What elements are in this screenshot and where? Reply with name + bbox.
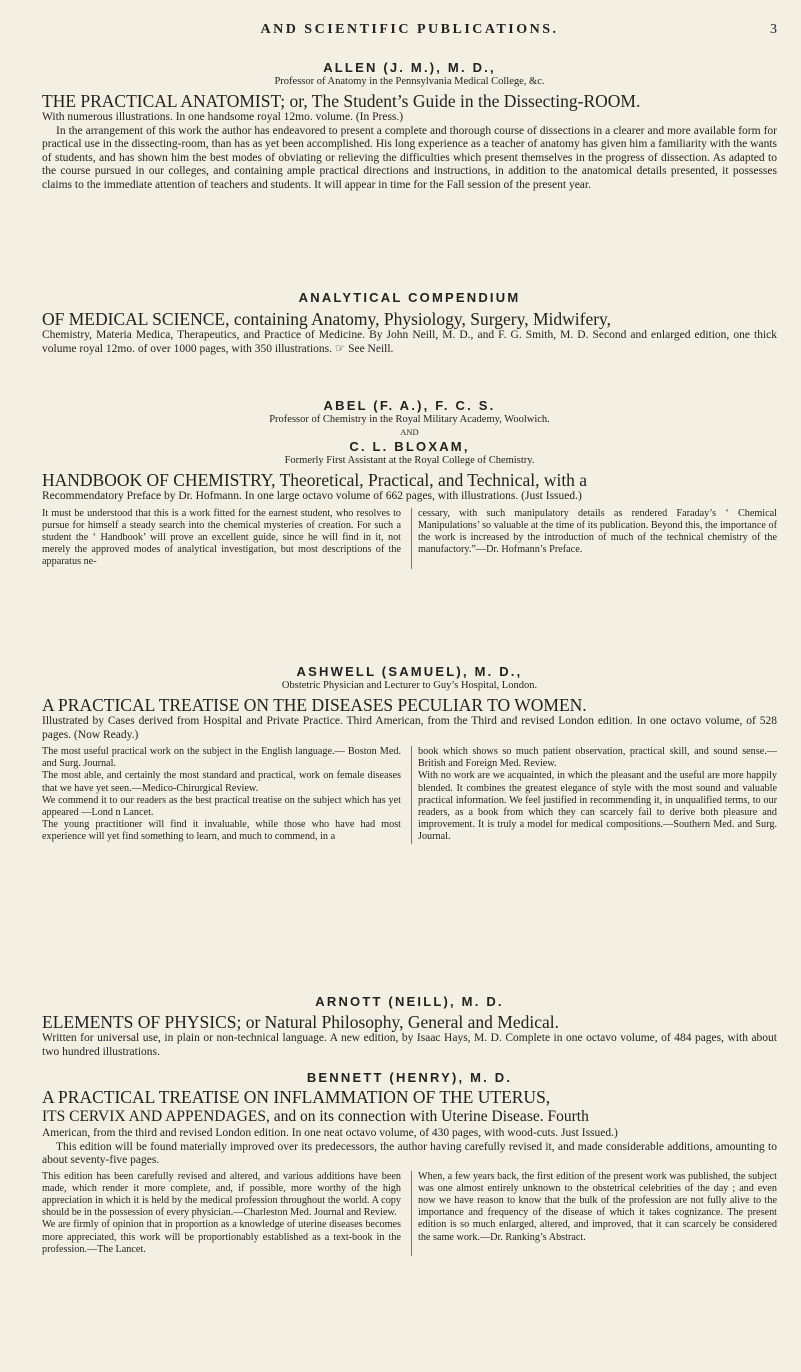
book-title: OF MEDICAL SCIENCE, containing Anatomy, Physiology, Surgery, Midwifery, [42,309,612,329]
book-title: HANDBOOK OF CHEMISTRY, Theoretical, Practical, and Technical, with a [42,470,588,490]
entry-allen [42,60,777,192]
review-left: The most useful practical work on the subject in the English language.— Boston Med. and Surg. Journal. The most able, and certainly the most standard and practical, work on female diseases that we have yet seen.—Medico-Chirurgical Review. We commend it to our readers as the best practical treatise on the subject which has yet appeared —Lond n Lancet. The young practitioner will find it invaluable, while those who have had most experience will yet find something to learn, and much to commend, in a [42,746,401,843]
book-title: THE PRACTICAL ANATOMIST; or, The Student’s Guide in the Dissecting-ROOM. [42,91,641,111]
book-title: A PRACTICAL TREATISE ON THE DISEASES PECULIAR TO WOMEN. [42,695,587,715]
entry-ashwell [42,664,777,844]
entry-arnott [42,994,777,1059]
review-right: When, a few years back, the first edition of the present work was published, the subject was one almost entirely unknown to the obstetrical celebrities of the day ; and even now we have reason to know that the bulk of the profession are not fully alive to the importance and frequency of the disease of which it takes cognizance. The present edition is so much enlarged, altered, and improved, that it can scarcely be considered the same work.—Dr. Ranking’s Abstract. [418,1170,777,1243]
book-details: Written for universal use, in plain or non-technical language. A new edition, by Isaac Hays, M. D. Complete in one octavo volume, of 484 pages, with about two hundred illustrations. [42,1032,777,1058]
review-columns [42,1171,777,1256]
book-details: American, from the third and revised London edition. In one neat octavo volume, of 430 pages, with wood-cuts. Just Issued.) [42,1127,618,1139]
book-details: Chemistry, Materia Medica, Therapeutics, and Practice of Medicine. By John Neill, M. D., and F. G. Smith, M. D. Second and enlarged edition, one thick volume royal 12mo. of over 1000 pages, with 350 illustrations. ☞ See Neill. [42,329,777,355]
review-columns [42,746,777,844]
running-title: AND SCIENTIFIC PUBLICATIONS. [260,22,559,37]
author-heading: ARNOTT (NEILL), M. D. [315,994,504,1009]
author-heading: BENNETT (HENRY), M. D. [306,1070,513,1085]
book-details: Illustrated by Cases derived from Hospital and Private Practice. Third American, from the Third and revised London edition. In one octavo volume, of 528 pages. (Now Ready.) [42,715,777,741]
book-details: Recommendatory Preface by Dr. Hofmann. In one large octavo volume of 662 pages, with illustrations. (Just Issued.) [42,490,582,502]
page-number: 3 [770,22,777,37]
book-title: A PRACTICAL TREATISE ON INFLAMMATION OF THE UTERUS, [42,1087,551,1107]
book-title-line2: ITS CERVIX AND APPENDAGES, and on its connection with Uterine Disease. Fourth [42,1108,589,1125]
author-heading: ABEL (F. A.), F. C. S. [323,398,496,413]
author-heading: ANALYTICAL COMPENDIUM [298,290,521,305]
second-author-affiliation: Formerly First Assistant at the Royal College of Chemistry. [284,455,535,466]
entry-abel-bloxam [42,398,777,569]
book-description: In the arrangement of this work the author has endeavored to present a complete and thorough course of dissections in a clearer and more available form for practical use in the dissecting-room, than has as yet been accomplished. His long experience as a teacher of anatomy has given him a familiarity with the wants of students, and has shown him the best modes of obviating or relieving the difficulties which present themselves in the progress of dissection. As adapted to the course pursued in our colleges, and containing ample practical directions and instructions, in addition to the anatomical details presented, it possesses claims to the immediate attention of teachers and students. It will appear in time for the Fall session of the present year. [42,124,777,191]
entry-analytical-compendium [42,290,777,356]
review-right: book which shows so much patient observation, practical skill, and sound sense.—British and Foreign Med. Review. With no work are we acquainted, in which the pleasant and the useful are more happily blended. It combines the greatest elegance of style with the most sound and valuable practical information. We feel justified in recommending it, in unqualified terms, to our readers, as a book from which they can scarcely fail to derive both pleasure and improvement. It is truly a model for medical compositions.—Southern Med. and Surg. Journal. [418,746,777,843]
author-affiliation: Professor of Chemistry in the Royal Military Academy, Woolwich. [269,414,550,425]
book-details: With numerous illustrations. In one handsome royal 12mo. volume. (In Press.) [42,111,404,123]
review-left: This edition has been carefully revised and altered, and various additions have been made, which render it more complete, and, if possible, more worthy of the high appreciation in which it is held by the medical profession throughout the world. A copy should be in the possession of every physician.—Charleston Med. Journal and Review. We are firmly of opinion that in proportion as a knowledge of uterine diseases becomes more appreciated, this work will be proportionably established as a text-book in the profession.—The Lancet. [42,1170,401,1255]
author-heading: ASHWELL (SAMUEL), M. D., [296,664,523,679]
book-title: ELEMENTS OF PHYSICS; or Natural Philosophy, General and Medical. [42,1012,560,1032]
author-heading: ALLEN (J. M.), M. D., [323,60,496,75]
review-left: It must be understood that this is a work fitted for the earnest student, who resolves to pursue for himself a steady search into the chemical mysteries of creation. For such a student the ‘ Handbook’ will prove an excellent guide, since he will find in it, not merely the approved modes of analytical investigation, but most descriptions of the apparatus ne- [42,507,401,568]
author-affiliation: Obstetric Physician and Lecturer to Guy’s Hospital, London. [281,680,538,691]
entry-bennett [42,1070,777,1256]
review-right: cessary, with such manipulatory details as rendered Faraday’s ‘ Chemical Manipulations’ so valuable at the time of its publication. Beyond this, the importance of the work is increased by the introduction of much of the technical chemistry of the manufactory.”—Dr. Hofmann’s Preface. [418,507,777,556]
second-author-heading: C. L. BLOXAM, [349,439,470,454]
and-separator: AND [400,427,419,437]
review-columns [42,508,777,569]
book-description: This edition will be found materially improved over its predecessors, the author having carefully revised it, and made considerable additions, amounting to about seventy-five pages. [42,1140,777,1166]
author-affiliation: Professor of Anatomy in the Pennsylvania Medical College, &c. [274,76,545,87]
